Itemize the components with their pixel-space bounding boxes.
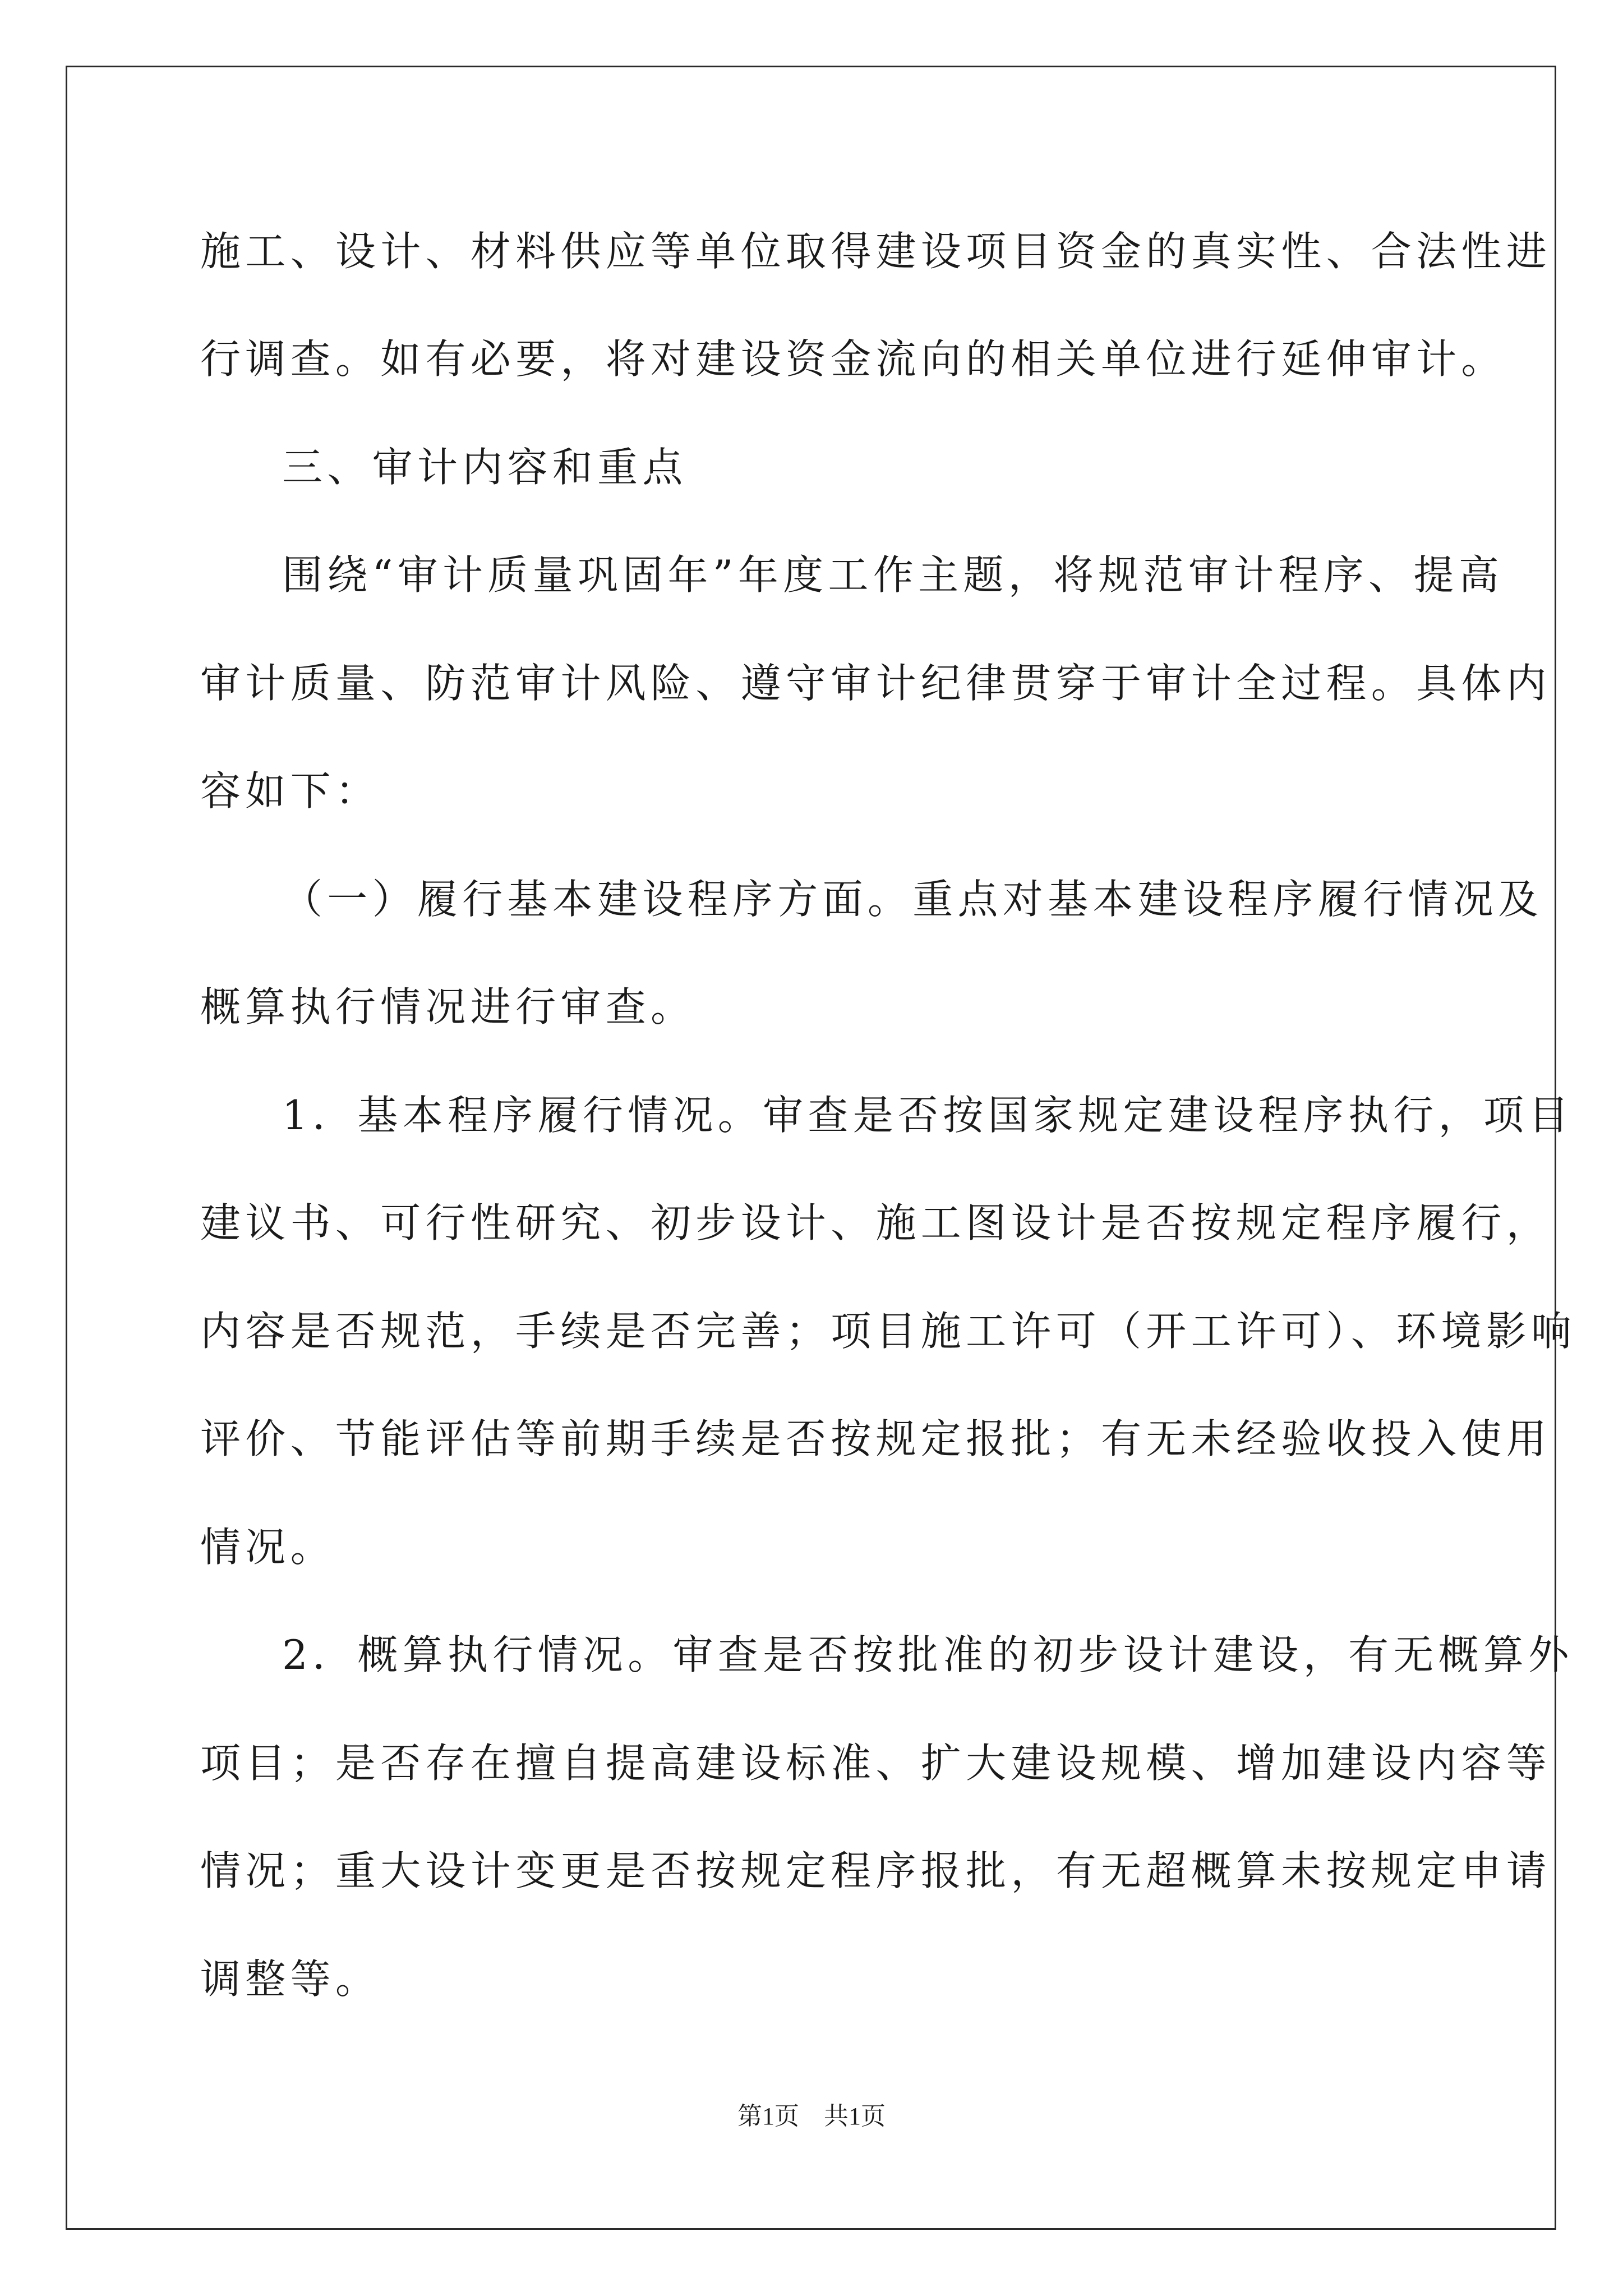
- text-line: 施工、设计、材料供应等单位取得建设项目资金的真实性、合法性进: [200, 228, 1552, 275]
- text-line: 项目；是否存在擅自提高建设标准、扩大建设规模、增加建设内容等: [200, 1740, 1552, 1787]
- text-line: 行调查。如有必要，将对建设资金流向的相关单位进行延伸审计。: [200, 335, 1506, 383]
- text-line: 概算执行情况进行审查。: [200, 983, 696, 1030]
- page-number-footer: 第1页 共1页: [737, 2102, 886, 2130]
- text-line: 情况。: [200, 1524, 335, 1571]
- page-border: [66, 66, 1576, 2230]
- subsection-heading: （一）履行基本建设程序方面。重点对基本建设程序履行情况及: [282, 876, 1543, 923]
- text-line: 建议书、可行性研究、初步设计、施工图设计是否按规定程序履行，: [200, 1199, 1552, 1246]
- text-line: 围绕“审计质量巩固年”年度工作主题，将规范审计程序、提高: [282, 551, 1504, 599]
- section-heading: 三、审计内容和重点: [282, 444, 688, 491]
- text-line: 情况；重大设计变更是否按规定程序报批，有无超概算未按规定申请: [200, 1847, 1552, 1894]
- list-item-heading: 1．基本程序履行情况。审查是否按国家规定建设程序执行，项目: [282, 1092, 1574, 1139]
- text-line: 审计质量、防范审计风险、遵守审计纪律贯穿于审计全过程。具体内: [200, 660, 1552, 707]
- text-line: 内容是否规范，手续是否完善；项目施工许可（开工许可）、环境影响: [200, 1308, 1576, 1355]
- text-line: 调整等。: [200, 1955, 381, 2003]
- list-item-heading: 2．概算执行情况。审查是否按批准的初步设计建设，有无概算外: [282, 1631, 1574, 1678]
- text-line: 评价、节能评估等前期手续是否按规定报批；有无未经验收投入使用: [200, 1415, 1552, 1462]
- text-line: 容如下：: [200, 767, 381, 815]
